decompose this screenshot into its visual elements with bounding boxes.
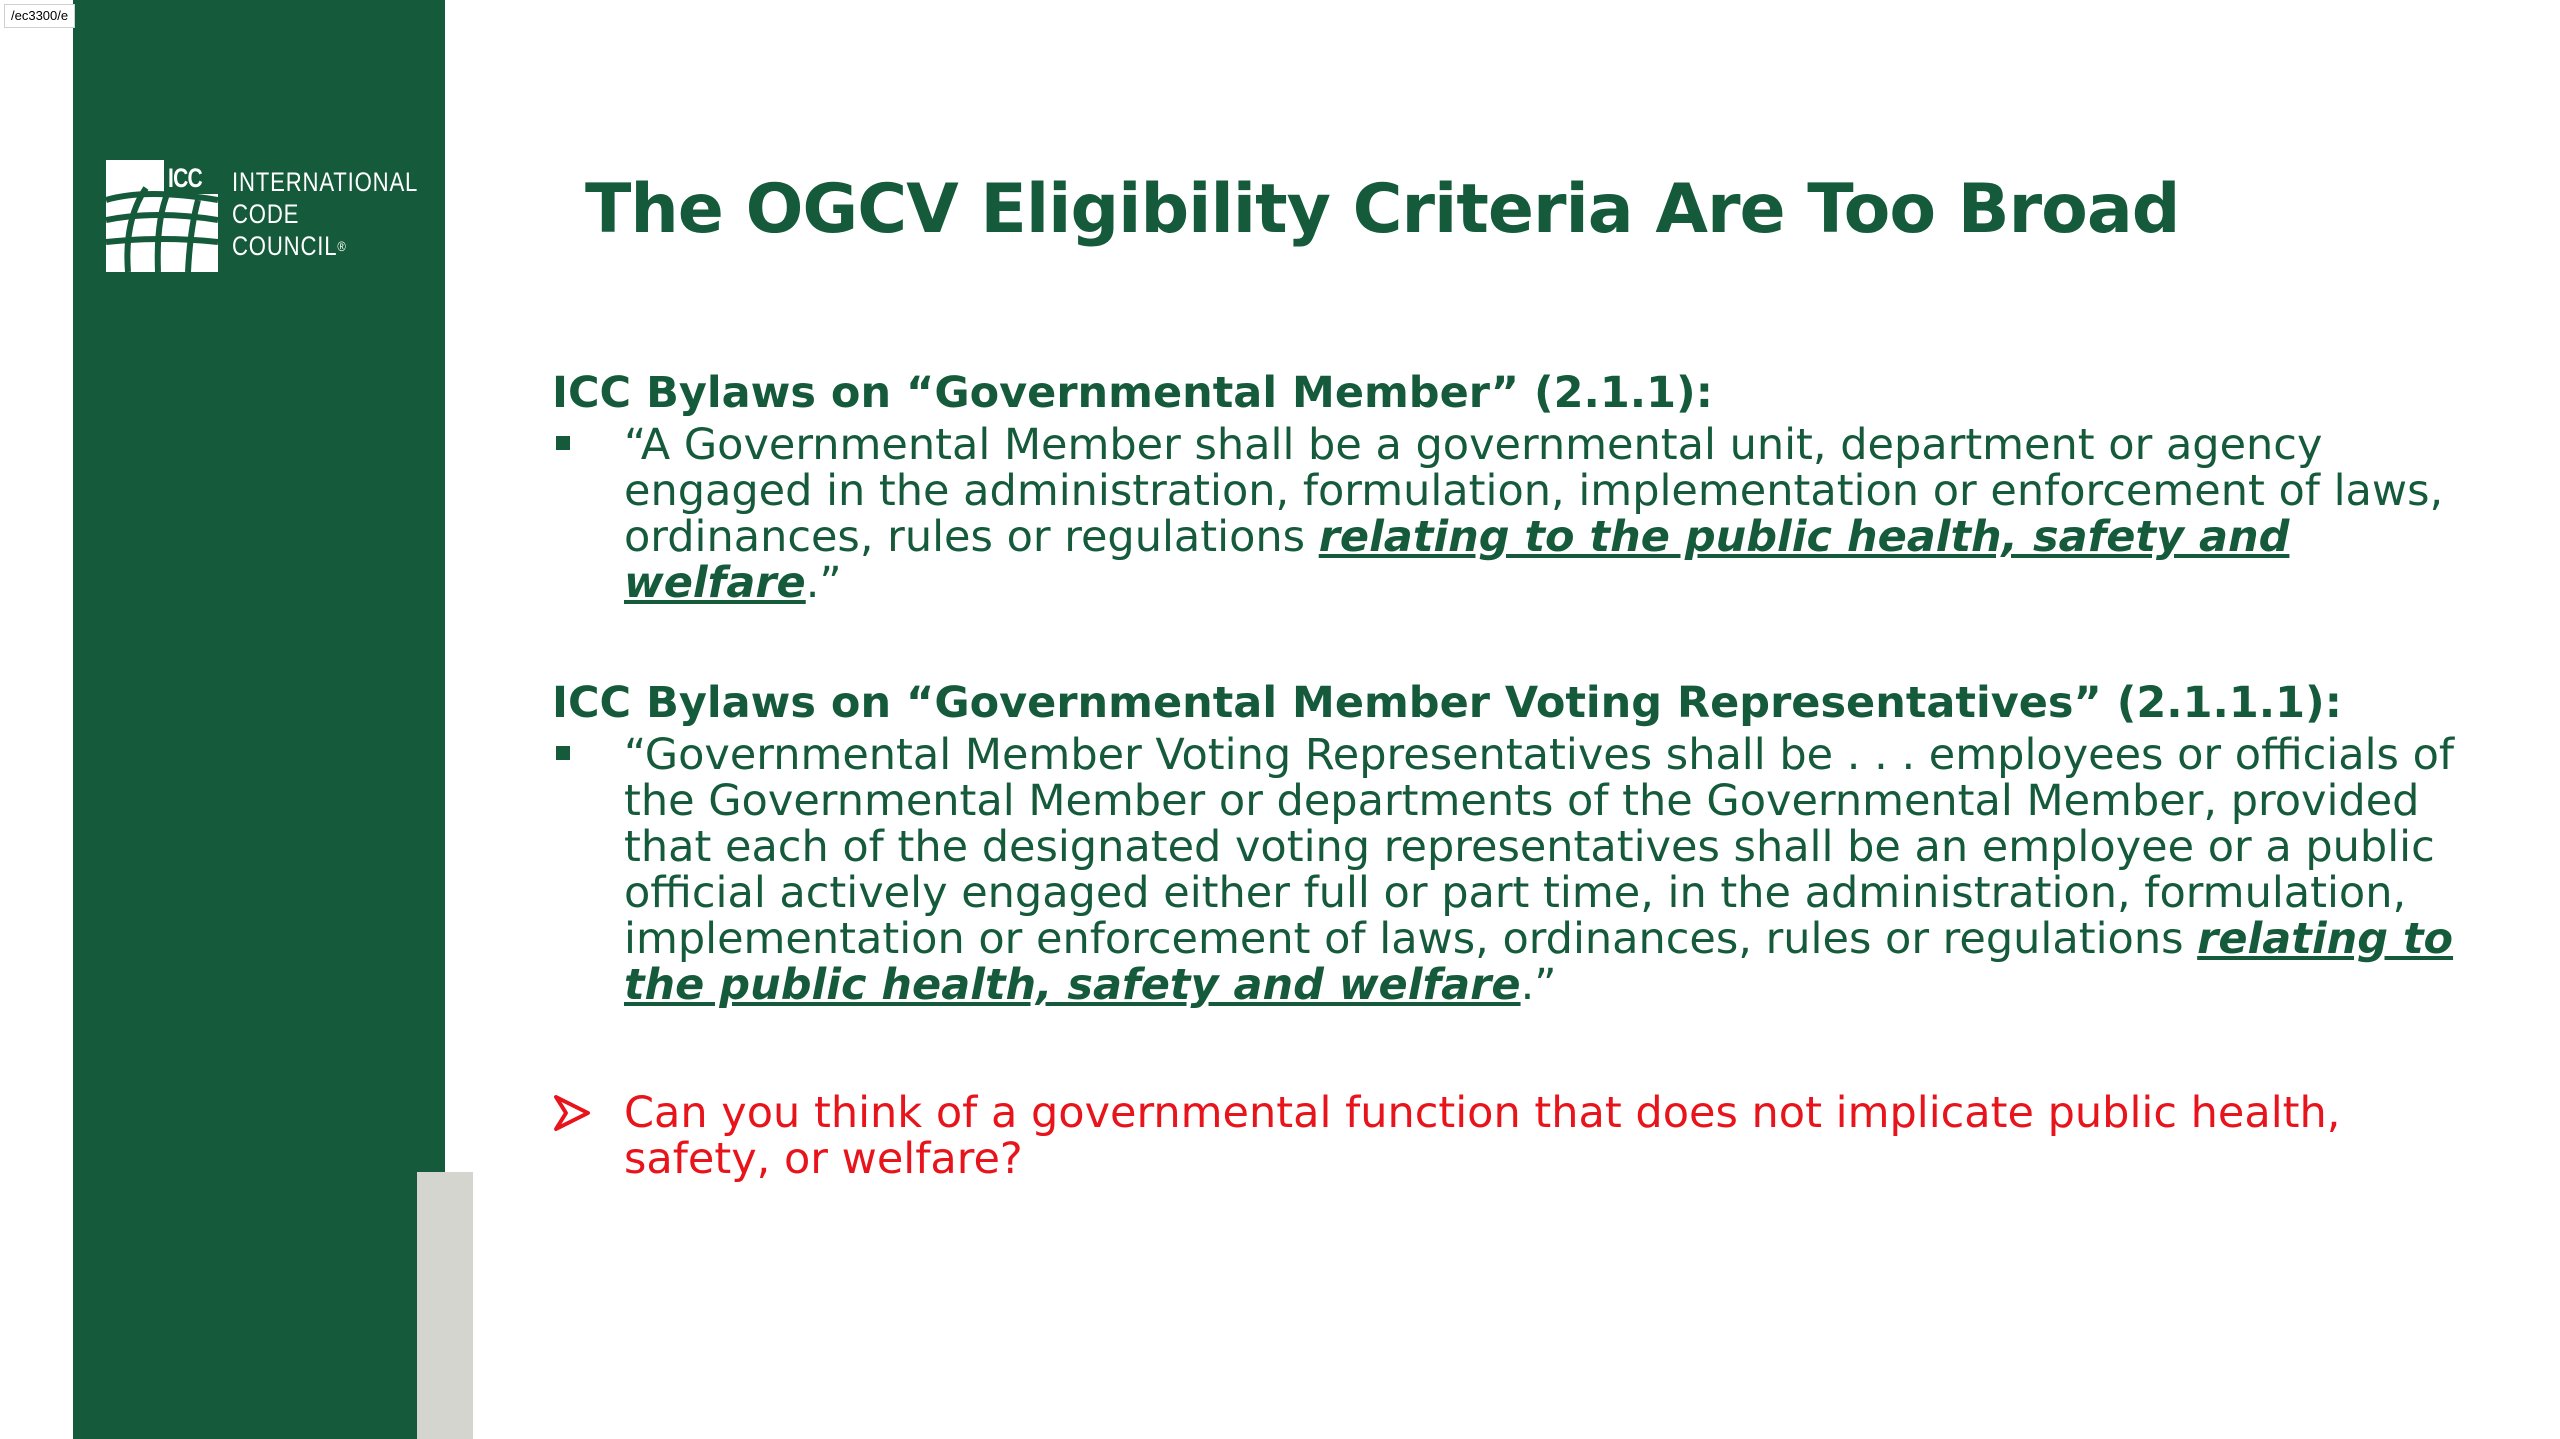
logo-line-2: CODE bbox=[232, 199, 300, 229]
globe-grid-icon bbox=[106, 160, 218, 272]
accent-bar bbox=[417, 1172, 473, 1439]
question-callout bbox=[552, 1090, 2452, 1182]
bylaw-quote-2-1-1-1 bbox=[552, 730, 2455, 1010]
square-bullet-icon bbox=[556, 746, 570, 760]
logo-line-1: INTERNATIONAL bbox=[232, 167, 419, 197]
arrow-bullet-icon bbox=[552, 1094, 592, 1132]
logo-line-3: COUNCIL® bbox=[232, 231, 347, 261]
quote-text: “A Governmental Member shall be a governmental unit, department or agency engaged in the administration, formulation, implementation or enforcement of laws, ordinances, rules or regulations relating to the public health, safety and welfare.” bbox=[624, 420, 2444, 608]
logo-abbrev: ICC bbox=[168, 163, 202, 193]
url-tag: /ec3300/e bbox=[4, 4, 75, 28]
bylaw-quote-2-1-1 bbox=[552, 422, 2452, 606]
icc-logo bbox=[106, 160, 459, 272]
emphasis-text: relating to the public health, safety and welfare bbox=[624, 914, 2454, 1010]
square-bullet-icon bbox=[556, 436, 570, 450]
emphasis-text: relating to the public health, safety and welfare bbox=[624, 512, 2290, 608]
section-heading-governmental-member: ICC Bylaws on “Governmental Member” (2.1.1): bbox=[552, 368, 1713, 418]
question-text: Can you think of a governmental function that does not implicate public health, safety, or welfare? bbox=[624, 1088, 2341, 1184]
quote-text: “Governmental Member Voting Representatives shall be . . . employees or officials of the Governmental Member or departments of the Governmental Member, provided that each of the designated voting representatives shall be an employee or a public official actively engaged either full or part time, in the administration, formulation, implementation or enforcement of laws, ordinances, rules or regulations relating to the public health, safety and welfare.” bbox=[624, 730, 2455, 1010]
slide-title: The OGCV Eligibility Criteria Are Too Broad bbox=[585, 170, 2180, 249]
slide-content bbox=[552, 368, 2455, 1184]
section-heading-voting-representatives: ICC Bylaws on “Governmental Member Voting Representatives” (2.1.1.1): bbox=[552, 678, 2342, 728]
logo-wordmark bbox=[232, 166, 418, 262]
